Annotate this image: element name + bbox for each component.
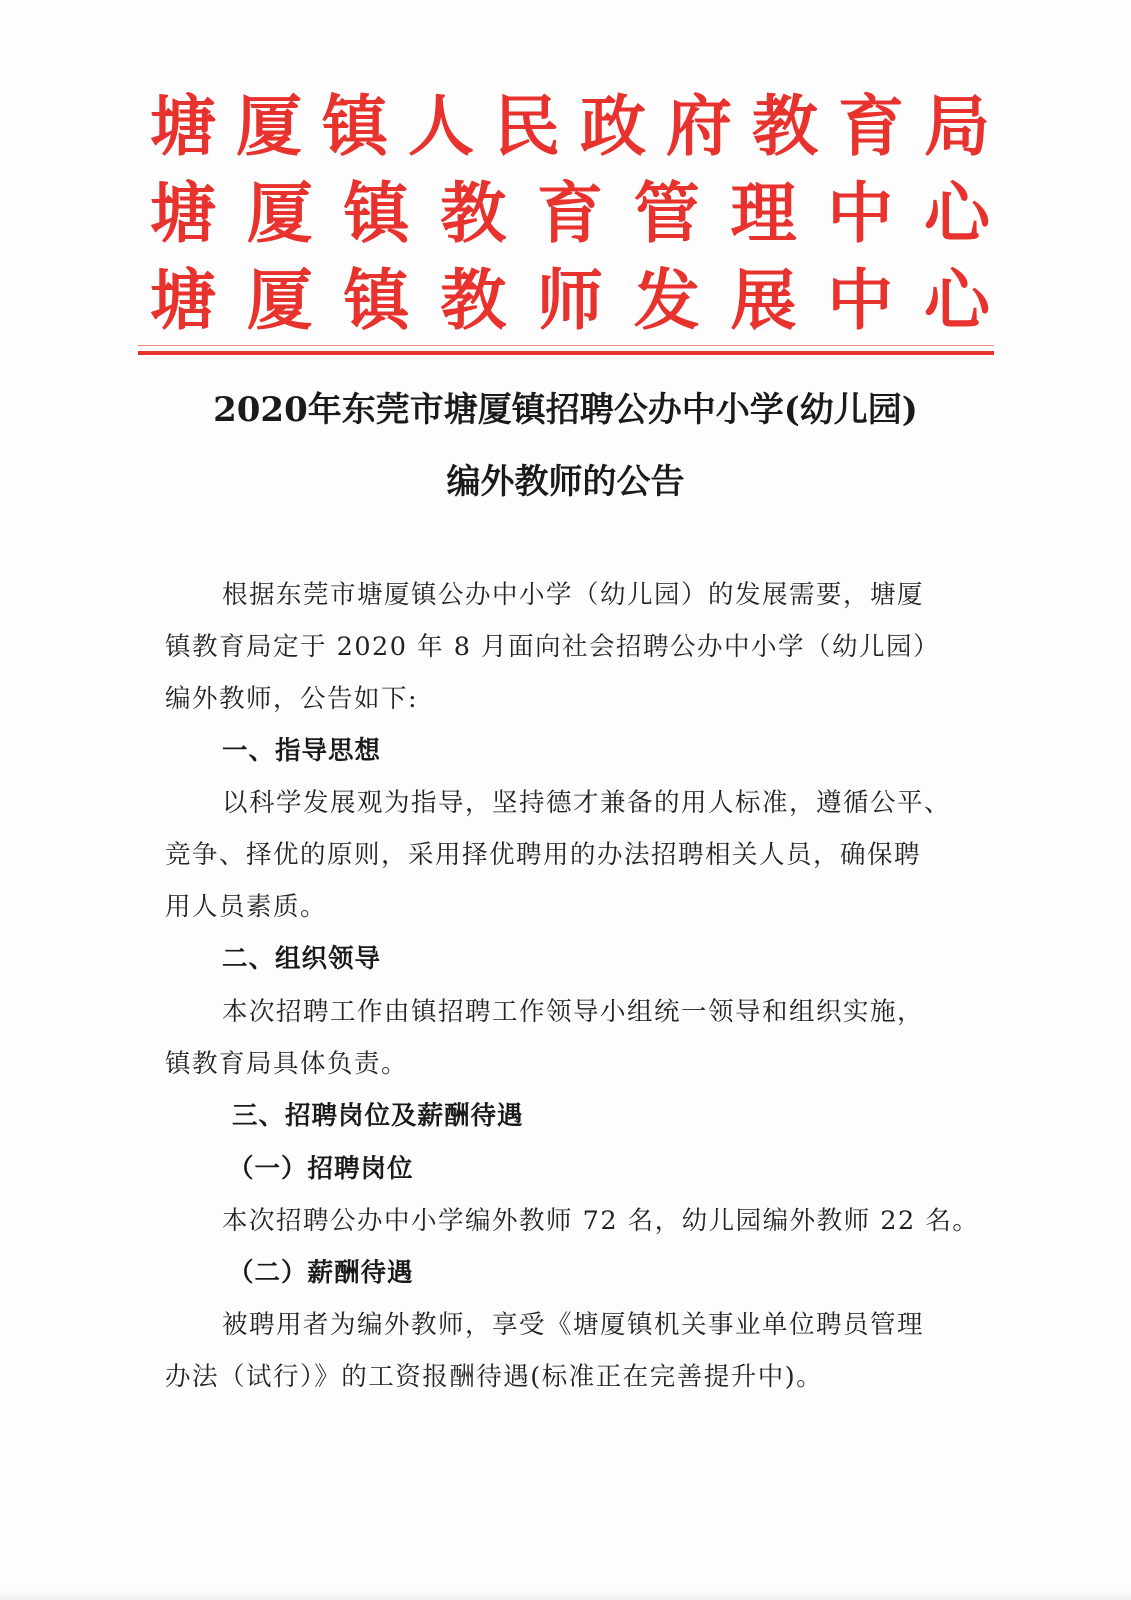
letterhead-char: 塘 bbox=[150, 261, 216, 339]
letterhead-char: 镇 bbox=[343, 261, 410, 339]
letterhead-char: 塘 bbox=[150, 87, 216, 165]
letterhead-char: 局 bbox=[924, 87, 990, 165]
section-heading-guiding-ideology: 一、指导思想 bbox=[222, 736, 382, 766]
letterhead-char: 厦 bbox=[246, 261, 313, 339]
subsection-heading-positions: （一）招聘岗位 bbox=[228, 1154, 414, 1184]
subsection-heading-salary: （二）薪酬待遇 bbox=[228, 1258, 414, 1288]
letterhead-char: 厦 bbox=[236, 87, 302, 165]
letterhead-char: 中 bbox=[827, 261, 894, 339]
letterhead-char: 发 bbox=[633, 261, 700, 339]
letterhead-char: 心 bbox=[924, 174, 990, 252]
letterhead-char: 政 bbox=[580, 87, 646, 165]
letterhead-line-1 bbox=[150, 83, 990, 169]
document-title-line-2: 编外教师的公告 bbox=[446, 462, 685, 502]
letterhead-char: 府 bbox=[666, 87, 732, 165]
salary-line-2: 办法（试行）》的工资报酬待遇(标准正在完善提升中)。 bbox=[165, 1362, 824, 1392]
letterhead-char: 师 bbox=[537, 261, 603, 339]
letterhead-char: 人 bbox=[408, 87, 474, 165]
letterhead-char: 育 bbox=[537, 174, 603, 252]
intro-line-2: 镇教育局定于 2020 年 8 月面向社会招聘公办中小学（幼儿园） bbox=[165, 632, 941, 662]
letterhead-char: 镇 bbox=[322, 87, 388, 165]
intro-line-3: 编外教师，公告如下: bbox=[165, 684, 419, 714]
letterhead-divider bbox=[138, 351, 994, 355]
letterhead-char: 教 bbox=[440, 174, 507, 252]
letterhead-char: 民 bbox=[494, 87, 560, 165]
letterhead-char: 厦 bbox=[246, 174, 313, 252]
letterhead-char: 塘 bbox=[150, 174, 216, 252]
positions-line-1: 本次招聘公办中小学编外教师 72 名，幼儿园编外教师 22 名。 bbox=[222, 1206, 980, 1236]
letterhead-char: 中 bbox=[827, 174, 894, 252]
letterhead-char: 教 bbox=[440, 261, 507, 339]
letterhead-line-3 bbox=[150, 257, 990, 343]
section1-line-3: 用人员素质。 bbox=[165, 892, 328, 922]
letterhead-char: 育 bbox=[838, 87, 904, 165]
section-heading-positions-salary: 三、招聘岗位及薪酬待遇 bbox=[232, 1101, 524, 1131]
section1-line-2: 竞争、择优的原则，采用择优聘用的办法招聘相关人员，确保聘 bbox=[165, 840, 922, 870]
document-title-line-1: 2020年东莞市塘厦镇招聘公办中小学(幼儿园) bbox=[213, 390, 918, 430]
letterhead-char: 镇 bbox=[343, 174, 410, 252]
salary-line-1: 被聘用者为编外教师，享受《塘厦镇机关事业单位聘员管理 bbox=[222, 1310, 925, 1340]
letterhead-line-2 bbox=[150, 170, 990, 256]
letterhead-char: 教 bbox=[752, 87, 818, 165]
letterhead-char: 心 bbox=[924, 261, 990, 339]
section1-line-1: 以科学发展观为指导，坚持德才兼备的用人标准，遵循公平、 bbox=[222, 788, 952, 818]
letterhead-char: 管 bbox=[633, 174, 700, 252]
letterhead-char: 展 bbox=[730, 261, 797, 339]
section2-line-1: 本次招聘工作由镇招聘工作领导小组统一领导和组织实施， bbox=[222, 997, 925, 1027]
section-heading-organization: 二、组织领导 bbox=[222, 944, 382, 974]
letterhead-divider-thin bbox=[138, 345, 994, 346]
section2-line-2: 镇教育局具体负责。 bbox=[165, 1049, 409, 1079]
page-bottom-edge bbox=[0, 1588, 1131, 1600]
letterhead-char: 理 bbox=[730, 174, 797, 252]
intro-line-1: 根据东莞市塘厦镇公办中小学（幼儿园）的发展需要，塘厦 bbox=[222, 580, 925, 610]
